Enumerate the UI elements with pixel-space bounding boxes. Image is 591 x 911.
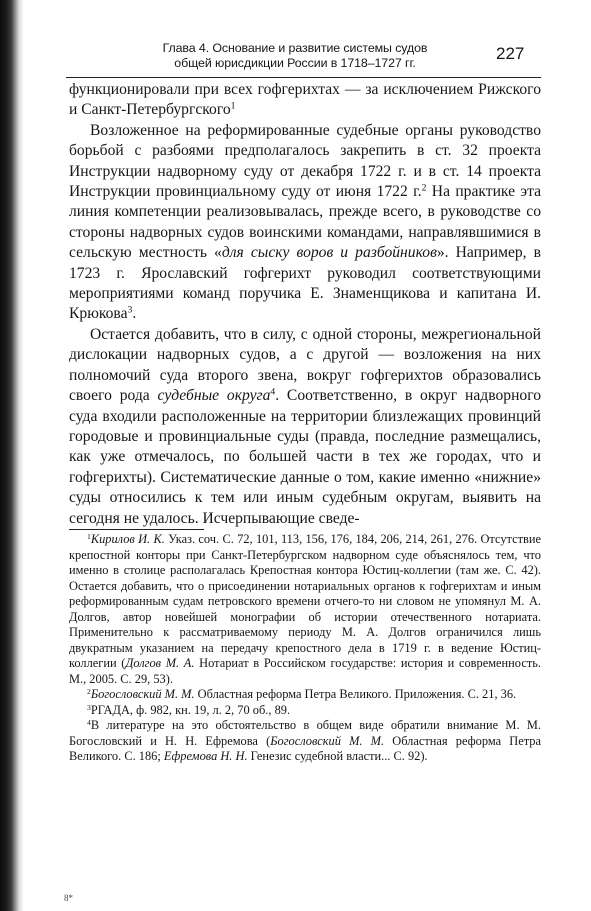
footnote-rule [69,529,204,530]
paragraph-1-text: функционировали при всех гофгерихтах — за исключением Рижского и Санкт-Петербургского [69,81,541,119]
paragraph-2-text-d: . [132,305,137,323]
book-spine-shadow [0,0,26,911]
footnote-ref-3: 3 [127,305,133,317]
footnote-3-text: РГАДА, ф. 982, кн. 19, л. 2, 70 об., 89. [90,702,291,717]
header-rule [66,77,541,78]
footnote-1-author-2: Долгов М. А. [125,656,195,670]
printer-signature-mark: 8* [64,893,73,903]
running-header-line-2: общей юрисдикции России в 1718–1727 гг. [174,56,416,70]
main-text [69,80,541,529]
paragraph-2 [69,121,541,325]
footnote-4-text-b: Областная реформа Петра Великого. С. 186; [69,733,541,763]
footnote-4-author: Богословский М. М. [270,733,385,748]
paragraph-3-term: судебные округа [157,387,271,405]
footnote-ref-1: 1 [230,101,236,113]
running-header [150,41,440,71]
footnote-ref-4: 4 [270,386,276,398]
footnote-ref-2: 2 [421,182,427,194]
footnote-2-author: Богословский М. М. [90,687,195,701]
page-number: 227 [496,44,525,63]
footnote-2-text: Областная реформа Петра Великого. Приложения. С. 21, 36. [194,687,517,701]
paragraph-2-text-b: На практике эта линия компетенции реализовывалась, прежде всего, в руководстве со стороны надворных судов воинскими командами, направлявшимися в сельскую местность « [69,183,542,262]
footnote-3 [69,703,541,719]
footnote-1 [69,532,541,687]
footnote-4-number: 4 [87,717,91,727]
footnotes [69,532,541,765]
paragraph-3 [69,325,541,529]
footnote-4 [69,718,541,765]
footnote-2 [69,687,541,703]
paragraph-3-text-a: Остается добавить, что в силу, с одной стороны, межрегиональной дислокации надворных судов, а с другой — возложения на них полномочий суда второго звена, вокруг гофгерихтов образовались своего рода [69,325,541,405]
footnote-1-text-b: Нотариат в Российском государстве: история и современность. М., 2005. С. 29, 53). [69,656,541,686]
footnote-3-number: 3 [87,702,91,712]
footnote-1-author: Кирилов И. К. [90,532,165,546]
paragraph-2-text-c: ». Например, в 1723 г. Ярославский гофгерихт руководил соответствующими мероприятиями команд поручика Е. Знаменщикова и капитана И. Крюкова [69,244,541,323]
paragraph-2-quote: для сыску воров и разбойников [221,244,437,262]
footnote-1-text-a: Указ. соч. С. 72, 101, 113, 156, 176, 184, 206, 214, 261, 276. Отсутствие крепостной конторы при Санкт-Петербургском надворном суде объяснялось тем, что именно в столице располагалась Крепостная контора Юстиц-коллегии (там же. С. 42). Остается добавить, что о присоединении нотариальных органов к гофгерихтам и иным реформированным судам петровского времени отчего-то ни словом не упомянул М. А. Долгов, автор новейшей монографии об истории отечественного нотариата. Применительно к рассматриваемому периоду М. А. Долгов ограничился лишь двукратным указанием на передачу крепостного дела в 1719 г. в ведение Юстиц-коллегии ( [69,532,541,670]
footnote-4-text-a: В литературе на это обстоятельство в общем виде обратили внимание М. М. Богословский и Н. Н. Ефремова ( [69,718,541,748]
footnote-4-text-c: Генезис судебной власти... С. 92). [247,749,428,763]
paragraph-2-text-a: Возложенное на реформированные судебные органы руководство борьбой с разбоями предполагалось закрепить в ст. 32 проекта Инструкции надворному суду от декабря 1722 г. и в ст. 14 проекта Инструкции провинциальному суду от июня 1722 г. [69,121,541,201]
footnote-4-author-2: Ефремова Н. Н. [163,749,248,763]
footnote-1-number: 1 [87,531,91,541]
paragraph-3-text-b: . Соответственно, в округ надворного суда входили расположенные на территории близлежащих провинций городовые и провинциальные суды (правда, последние размещались, как уже отмечалось, по большей части в тех же городах, что и гофгерихты). Систематические данные о том, какие именно «нижние» суды относились к тем или иным судебным округам, выявить на сегодня не удалось. Исчерпывающие сведе- [69,387,542,527]
paragraph-1 [69,80,541,121]
footnote-2-number: 2 [87,686,91,696]
running-header-line-1: Глава 4. Основание и развитие системы судов [162,41,428,55]
